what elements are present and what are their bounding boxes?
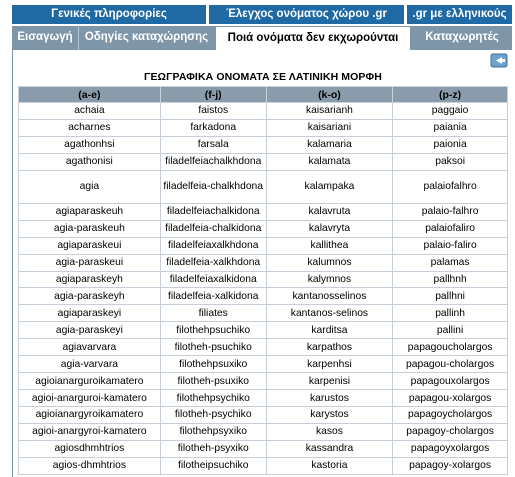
table-row	[19, 119, 508, 136]
column-header: (f-j)	[160, 87, 266, 103]
table-cell: agioianarguroikamatero	[19, 373, 161, 390]
table-cell: kantanos-selinos	[266, 305, 393, 322]
table-cell: agioi-anargyroi-kamatero	[19, 423, 161, 440]
table-cell: karpathos	[266, 339, 393, 356]
table-cell: filiates	[160, 305, 266, 322]
table-cell: agia-paraskeuh	[19, 220, 161, 237]
table-cell: filothehpsuchiko	[160, 322, 266, 339]
table-row	[19, 390, 508, 407]
table-cell: agios-dhmhtrios	[19, 457, 161, 474]
table-row	[19, 136, 508, 153]
column-header: (p-z)	[393, 87, 508, 103]
table-cell: filotheh-psychiko	[160, 407, 266, 424]
table-row	[19, 339, 508, 356]
table-cell: kalumnos	[266, 254, 393, 271]
table-cell: paiania	[393, 119, 508, 136]
table-row	[19, 237, 508, 254]
table-cell: agiaparaskeyh	[19, 271, 161, 288]
tab-gr-greek[interactable]: .gr με ελληνικούς	[407, 5, 512, 24]
table-cell: karustos	[266, 390, 393, 407]
table-cell: palaio-faliro	[393, 237, 508, 254]
table-cell: kalavryta	[266, 220, 393, 237]
table-cell: agia	[19, 170, 161, 203]
table-cell: agioianargyroikamatero	[19, 407, 161, 424]
table-cell: filadelfeia-xalkhdona	[160, 254, 266, 271]
content-border	[12, 50, 13, 477]
table-row	[19, 356, 508, 373]
table-cell: filotheh-psuchiko	[160, 339, 266, 356]
table-cell: kantanosselinos	[266, 288, 393, 305]
table-cell: filotheh-psuxiko	[160, 373, 266, 390]
table-cell: filotheipsuchiko	[160, 457, 266, 474]
tab-introduction[interactable]: Εισαγωγή	[17, 31, 73, 43]
table-cell: kalavruta	[266, 203, 393, 220]
table-header-row	[19, 87, 508, 103]
table-cell: karpenhsi	[266, 356, 393, 373]
table-cell: kalamaria	[266, 136, 393, 153]
table-row	[19, 203, 508, 220]
table-cell: kaisarianh	[266, 103, 393, 120]
table-cell: agathonhsi	[19, 136, 161, 153]
table-cell: filadelfeiachalkhdona	[160, 153, 266, 170]
table-cell: papagou-xolargos	[393, 390, 508, 407]
table-row	[19, 440, 508, 457]
table-cell: achaia	[19, 103, 161, 120]
table-row	[19, 373, 508, 390]
table-cell: kasos	[266, 423, 393, 440]
table-cell: agia-paraskeyh	[19, 288, 161, 305]
table-row	[19, 254, 508, 271]
table-cell: pallinh	[393, 305, 508, 322]
table-cell: pallhnh	[393, 271, 508, 288]
table-cell: agiaparaskeuh	[19, 203, 161, 220]
tab-domain-check[interactable]: Έλεγχος ονόματος χώρου .gr	[209, 5, 404, 24]
table-cell: agiaparaskeyi	[19, 305, 161, 322]
table-row	[19, 322, 508, 339]
geographic-names-table	[18, 86, 508, 475]
table-cell: faistos	[160, 103, 266, 120]
table-cell: papagoyxolargos	[393, 440, 508, 457]
tab-registrars[interactable]: Καταχωρητές	[425, 31, 499, 43]
table-cell: agathonisi	[19, 153, 161, 170]
table-cell: paggaio	[393, 103, 508, 120]
table-row	[19, 423, 508, 440]
table-cell: filothehpsyxiko	[160, 423, 266, 440]
tab-general-info[interactable]: Γενικές πληροφορίες	[12, 5, 206, 24]
table-cell: acharnes	[19, 119, 161, 136]
table-cell: paksoi	[393, 153, 508, 170]
table-cell: kaisariani	[266, 119, 393, 136]
table-row	[19, 103, 508, 120]
table-cell: filothehpsuxiko	[160, 356, 266, 373]
table-title: ΓΕΩΓΡΑΦΙΚΑ ΟΝΟΜΑΤΑ ΣΕ ΛΑΤΙΝΙΚΗ ΜΟΡΦΗ	[144, 71, 382, 83]
table-cell: papagoycholargos	[393, 407, 508, 424]
table-cell: filadelfeiaxalkidona	[160, 271, 266, 288]
table-cell: kalymnos	[266, 271, 393, 288]
table-cell: papagoy-xolargos	[393, 457, 508, 474]
table-cell: karditsa	[266, 322, 393, 339]
table-cell: karystos	[266, 407, 393, 424]
table-row	[19, 170, 508, 203]
column-header: (a-e)	[19, 87, 161, 103]
table-cell: pallhni	[393, 288, 508, 305]
top-navigation	[12, 5, 512, 24]
table-cell: papagou-cholargos	[393, 356, 508, 373]
table-row	[19, 305, 508, 322]
table-cell: papagoy-cholargos	[393, 423, 508, 440]
tab-registration-guide[interactable]: Οδηγίες καταχώρησης	[78, 26, 214, 50]
tab-non-assignable-names[interactable]: Ποιά ονόματα δεν εκχωρούνται	[215, 26, 411, 50]
table-cell: filothehpsychiko	[160, 390, 266, 407]
table-cell: palaiofalhro	[393, 170, 508, 203]
sub-navigation	[12, 26, 512, 50]
table-cell: kastoria	[266, 457, 393, 474]
table-cell: filadelfeiachalkidona	[160, 203, 266, 220]
table-cell: agiosdhmhtrios	[19, 440, 161, 457]
table-cell: kalampaka	[266, 170, 393, 203]
table-row	[19, 407, 508, 424]
table-cell: agia-varvara	[19, 356, 161, 373]
table-cell: kallithea	[266, 237, 393, 254]
table-cell: palamas	[393, 254, 508, 271]
table-cell: pallini	[393, 322, 508, 339]
table-cell: kalamata	[266, 153, 393, 170]
table-row	[19, 153, 508, 170]
table-cell: filadelfeia-chalkidona	[160, 220, 266, 237]
table-cell: palaiofaliro	[393, 220, 508, 237]
back-arrow-icon[interactable]	[490, 53, 508, 68]
table-cell: papagouxolargos	[393, 373, 508, 390]
table-cell: paionia	[393, 136, 508, 153]
table-cell: farsala	[160, 136, 266, 153]
table-row	[19, 271, 508, 288]
table-cell: agia-paraskeyi	[19, 322, 161, 339]
table-cell: palaio-falhro	[393, 203, 508, 220]
column-header: (k-o)	[266, 87, 393, 103]
table-cell: karpenisi	[266, 373, 393, 390]
table-cell: filadelfeia-xalkidona	[160, 288, 266, 305]
table-cell: agiaparaskeui	[19, 237, 161, 254]
table-cell: farkadona	[160, 119, 266, 136]
table-cell: filadelfeia-chalkhdona	[160, 170, 266, 203]
table-cell: kassandra	[266, 440, 393, 457]
table-cell: agiavarvara	[19, 339, 161, 356]
table-cell: filadelfeiaxalkhdona	[160, 237, 266, 254]
table-cell: agia-paraskeui	[19, 254, 161, 271]
table-row	[19, 288, 508, 305]
table-cell: filotheh-psyxiko	[160, 440, 266, 457]
table-cell: agioi-anarguroi-kamatero	[19, 390, 161, 407]
table-cell: papagoucholargos	[393, 339, 508, 356]
table-row	[19, 457, 508, 474]
table-row	[19, 220, 508, 237]
